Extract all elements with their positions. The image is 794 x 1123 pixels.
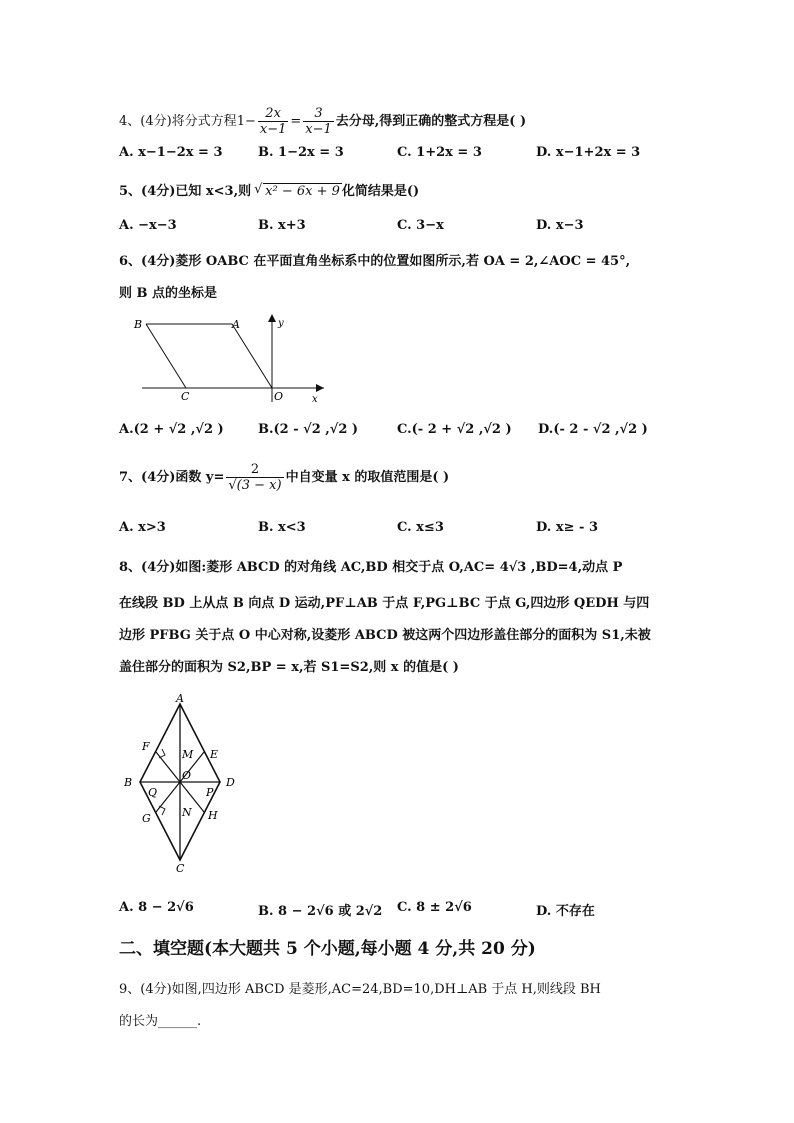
- q8-line-1: 8、(4分)如图:菱形 ABCD 的对角线 AC,BD 相交于点 O,AC= 4√3 ,BD=4,动点 P: [119, 560, 623, 575]
- q5-suffix: 化简结果是(): [341, 184, 420, 199]
- q8-line-2: 在线段 BD 上从点 B 向点 D 运动,PF⊥AB 于点 F,PG⊥BC 于点 G,四边形 QEDH 与四: [119, 596, 650, 611]
- q4-fraction-1: [258, 106, 289, 137]
- q8-label-q: Q: [148, 786, 158, 799]
- q8-label-p: P: [206, 786, 214, 799]
- q6-label-b: B: [134, 318, 143, 331]
- q5-option-b[interactable]: B. x+3: [258, 218, 306, 233]
- q6-rhombus-figure: [128, 312, 338, 404]
- q6-label-x: x: [312, 394, 318, 404]
- q5-option-d[interactable]: D. x−3: [536, 218, 584, 233]
- q8-label-o: O: [182, 769, 192, 782]
- q4-eq-one: 1−: [236, 114, 256, 129]
- q8-rhombus-figure: [120, 692, 250, 874]
- q6-label-a: A: [232, 318, 240, 331]
- q4-eq-sign: =: [290, 114, 302, 129]
- q8-label-d: D: [226, 776, 235, 789]
- q5-option-c[interactable]: C. 3−x: [397, 218, 444, 233]
- q8-label-c: C: [176, 862, 185, 874]
- q4-prefix: 4、(4分)将分式方程: [119, 114, 237, 129]
- q8-line-4: 盖住部分的面积为 S2,BP = x,若 S1=S2,则 x 的值是( ): [119, 660, 459, 675]
- question-4-stem: [119, 106, 526, 137]
- q8-label-g: G: [142, 812, 151, 825]
- q7-option-a[interactable]: A. x>3: [119, 520, 166, 535]
- q9-line-1: 9、(4分)如图,四边形 ABCD 是菱形,AC=24,BD=10,DH⊥AB 于点 H,则线段 BH: [119, 982, 601, 997]
- q4-frac1-num: 2x: [258, 106, 289, 122]
- q4-option-d[interactable]: D. x−1+2x = 3: [536, 145, 641, 160]
- q8-option-c[interactable]: C. 8 ± 2√6: [397, 900, 472, 915]
- section-2-heading: 二、填空题(本大题共 5 个小题,每小题 4 分,共 20 分): [119, 939, 536, 959]
- q4-frac1-den: x−1: [259, 122, 287, 137]
- q8-label-n: N: [182, 806, 192, 819]
- q6-option-b[interactable]: B.(2 - √2 ,√2 ): [258, 422, 359, 437]
- q7-option-d[interactable]: D. x≥ - 3: [536, 520, 598, 535]
- q7-option-b[interactable]: B. x<3: [258, 520, 306, 535]
- q4-option-c[interactable]: C. 1+2x = 3: [397, 145, 482, 160]
- q4-frac2-den: x−1: [305, 122, 332, 137]
- q7-frac-den: √(3 − x): [228, 478, 282, 493]
- question-5-stem: [119, 180, 419, 199]
- q8-label-m: M: [182, 748, 194, 761]
- q6-label-c: C: [181, 390, 190, 403]
- q8-label-f: F: [142, 740, 150, 753]
- q5-radicand: √ x² − 6x + 9: [263, 183, 342, 199]
- q4-fraction-2: [303, 106, 334, 137]
- q8-option-a[interactable]: A. 8 − 2√6: [119, 900, 194, 915]
- q6-label-o: O: [274, 390, 284, 403]
- q4-option-b[interactable]: B. 1−2x = 3: [258, 145, 344, 160]
- q6-option-d[interactable]: D.(- 2 - √2 ,√2 ): [538, 422, 648, 437]
- q4-frac2-num: 3: [303, 106, 334, 122]
- question-7-stem: [119, 462, 449, 493]
- q8-label-b: B: [124, 776, 133, 789]
- q7-prefix: 7、(4分)函数 y=: [119, 470, 225, 485]
- q8-option-b[interactable]: B. 8 − 2√6 或 2√2: [258, 904, 383, 919]
- q8-line-3: 边形 PFBG 关于点 O 中心对称,设菱形 ABCD 被这两个四边形盖住部分的面积为 S1,未被: [119, 628, 651, 643]
- q7-suffix: 中自变量 x 的取值范围是( ): [285, 470, 450, 485]
- q6-line-2: 则 B 点的坐标是: [119, 286, 218, 301]
- q7-option-c[interactable]: C. x≤3: [397, 520, 444, 535]
- q8-option-d[interactable]: D. 不存在: [536, 904, 595, 919]
- q8-label-a: A: [176, 692, 184, 705]
- q7-frac-num: 2: [226, 462, 283, 478]
- q5-option-a[interactable]: A. −x−3: [119, 218, 177, 233]
- q8-label-e: E: [210, 748, 219, 761]
- q9-line-2: 的长为______.: [119, 1014, 202, 1029]
- q4-option-a[interactable]: A. x−1−2x = 3: [119, 145, 223, 160]
- q5-prefix: 5、(4分)已知 x<3,则: [119, 184, 252, 199]
- q6-label-y: y: [278, 318, 284, 329]
- q6-line-1: 6、(4分)菱形 OABC 在平面直角坐标系中的位置如图所示,若 OA = 2,∠AOC = 45°,: [119, 254, 631, 269]
- q8-label-h: H: [208, 809, 218, 822]
- q7-fraction: [226, 462, 283, 493]
- q4-suffix: 去分母,得到正确的整式方程是( ): [335, 114, 527, 129]
- q6-option-a[interactable]: A.(2 + √2 ,√2 ): [119, 422, 224, 437]
- q6-option-c[interactable]: C.(- 2 + √2 ,√2 ): [397, 422, 512, 437]
